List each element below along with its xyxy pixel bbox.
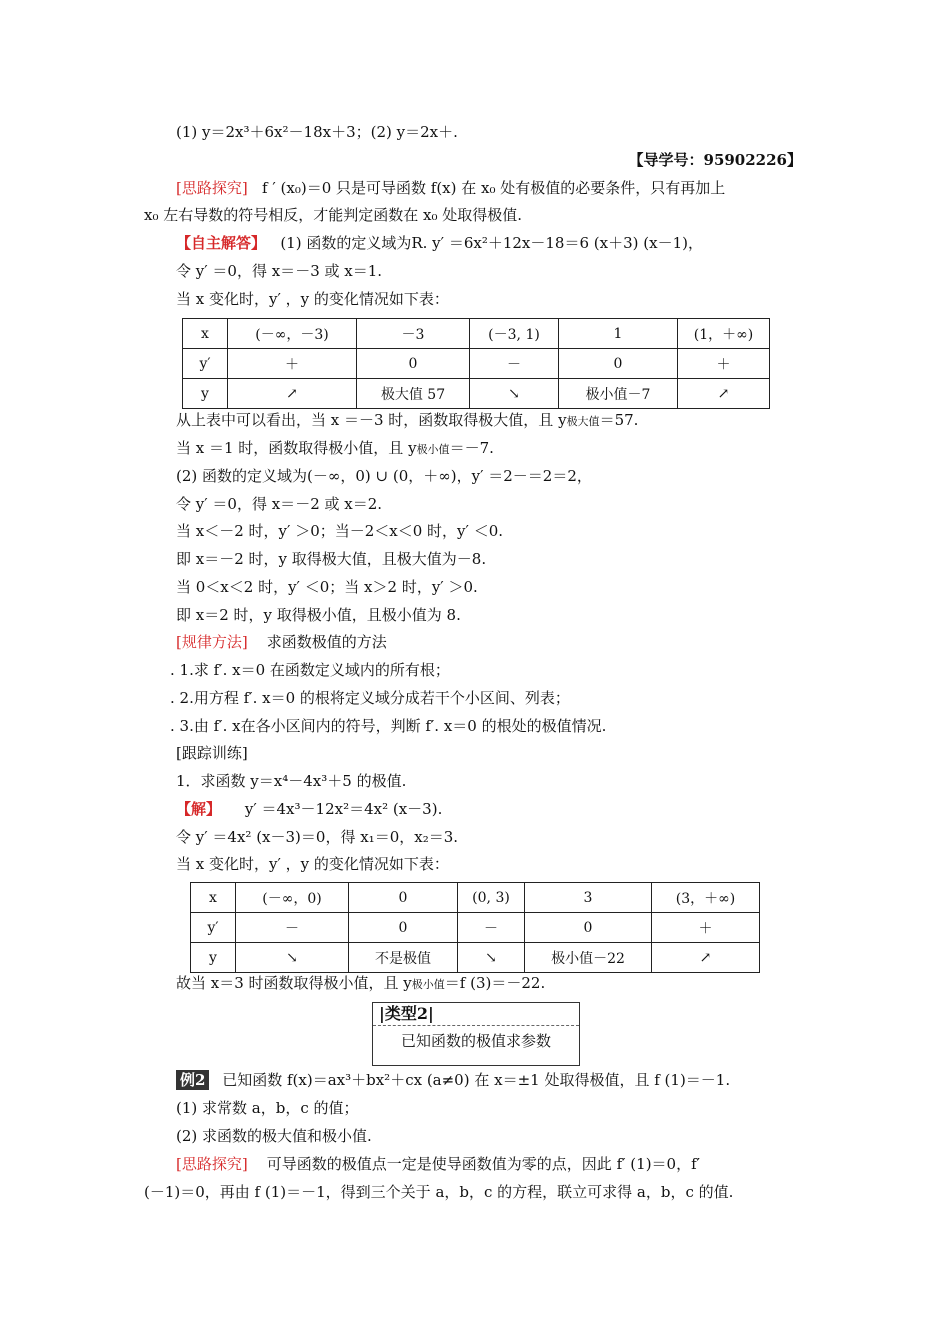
solution-text: 从上表中可以看出，当 x ＝－3 时，函数取得极大值，且 y xyxy=(176,411,567,429)
solution-line-5 xyxy=(176,438,494,460)
table-cell: 0 xyxy=(559,349,678,379)
think2-line-1 xyxy=(176,1154,700,1174)
table-cell: 极小值－22 xyxy=(525,943,652,973)
table-cell: y′ xyxy=(183,349,228,379)
table-cell: 极小值－7 xyxy=(559,379,678,409)
example-tag: 例2 xyxy=(176,1070,209,1090)
law-item-2: . 2.用方程 f′. x＝0 的根将定义域分成若干个小区间、列表； xyxy=(170,689,570,707)
think-line-1 xyxy=(176,178,725,198)
solution-text-end: ＝－7. xyxy=(449,439,494,457)
solution-text: 当 x ＝1 时，函数取得极小值，且 y xyxy=(176,439,417,457)
table-cell: (－∞，－3) xyxy=(228,319,357,349)
track-question: 1．求函数 y＝x⁴－4x³＋5 的极值. xyxy=(176,772,407,790)
track-solution-text: y′ ＝4x³－12x²＝4x² (x－3). xyxy=(244,800,443,818)
think2-tag: [思路探究] xyxy=(176,1155,248,1173)
solution-line-3: 当 x 变化时，y′ ，y 的变化情况如下表： xyxy=(176,290,449,308)
table-cell: ↗ xyxy=(228,379,357,409)
table-cell: ＋ xyxy=(228,349,357,379)
law-item-1: . 1.求 f′. x＝0 在函数定义域内的所有根； xyxy=(170,661,450,679)
table-cell: 1 xyxy=(559,319,678,349)
solution-text-end: ＝57. xyxy=(599,411,639,429)
table-cell: ↗ xyxy=(678,379,770,409)
table-cell: 0 xyxy=(357,349,470,379)
question-line: (1) y＝2x³＋6x²－18x＋3；(2) y＝2x＋. xyxy=(176,123,458,141)
law-title: 求函数极值的方法 xyxy=(266,633,387,651)
table-cell: y xyxy=(183,379,228,409)
subscript: 极大值 xyxy=(566,415,600,428)
solution-line-4 xyxy=(176,410,638,432)
table-cell: ↘ xyxy=(236,943,349,973)
table-cell: (－3, 1) xyxy=(470,319,559,349)
think-tag: [思路探究] xyxy=(176,179,248,197)
table-cell: 0 xyxy=(349,883,458,913)
table-cell: ＋ xyxy=(678,349,770,379)
table-cell: (0, 3) xyxy=(458,883,525,913)
think2-text: 可导函数的极值点一定是使导函数值为零的点，因此 f′ (1)＝0，f′ xyxy=(266,1155,701,1173)
table-row-y xyxy=(191,943,760,973)
table-cell: 0 xyxy=(349,913,458,943)
track-solution-3: 当 x 变化时，y′ ，y 的变化情况如下表： xyxy=(176,855,449,873)
solution-line-11: 即 x＝2 时，y 取得极小值，且极小值为 8. xyxy=(176,606,461,624)
table-cell: ↘ xyxy=(470,379,559,409)
solution-line-7: 令 y′ ＝0，得 x＝－2 或 x＝2. xyxy=(176,495,383,513)
solution-line-9: 即 x＝－2 时，y 取得极大值，且极大值为－8. xyxy=(176,550,487,568)
type-subtitle: 已知函数的极值求参数 xyxy=(400,1032,551,1050)
track-solution-text: 故当 x＝3 时函数取得极小值，且 y xyxy=(176,974,412,992)
solution-line-1 xyxy=(176,233,703,253)
table-cell: 0 xyxy=(525,913,652,943)
table-row-yprime xyxy=(191,913,760,943)
solution-tag: 【自主解答】 xyxy=(176,234,267,252)
track-solution-2: 令 y′ ＝4x² (x－3)＝0，得 x₁＝0，x₂＝3. xyxy=(176,828,459,846)
table-cell: ↗ xyxy=(652,943,760,973)
table-cell: ＋ xyxy=(652,913,760,943)
table-cell: x xyxy=(183,319,228,349)
table-cell: －3 xyxy=(357,319,470,349)
table-cell: 3 xyxy=(525,883,652,913)
think2-line-2: (－1)＝0，再由 f (1)＝－1，得到三个关于 a，b，c 的方程，联立可求得 a，b，c 的值. xyxy=(144,1183,734,1201)
solution-line-10: 当 0＜x＜2 时，y′ ＜0；当 x＞2 时，y′ ＞0. xyxy=(176,578,478,596)
guide-number: 【导学号：95902226】 xyxy=(628,151,802,169)
table-cell: － xyxy=(236,913,349,943)
table-cell: ↘ xyxy=(458,943,525,973)
example-text: 已知函数 f(x)＝ax³＋bx²＋cx (a≠0) 在 x＝±1 处取得极值，且 f (1)＝－1. xyxy=(222,1071,731,1089)
law-item-3: . 3.由 f′. x在各小区间内的符号，判断 f′. x＝0 的根处的极值情况. xyxy=(170,717,607,735)
table-cell: － xyxy=(458,913,525,943)
variation-table-1 xyxy=(182,318,770,409)
table-cell: 极大值 57 xyxy=(357,379,470,409)
think-line-2: x₀ 左右导数的符号相反，才能判定函数在 x₀ 处取得极值. xyxy=(144,206,523,224)
track-heading: [跟踪训练] xyxy=(176,744,248,762)
example-q2: (2) 求函数的极大值和极小值. xyxy=(176,1127,372,1145)
solution-text: (1) 函数的定义域为R. y′ ＝6x²＋12x－18＝6 (x＋3) (x－1)， xyxy=(280,234,703,252)
table-cell: (1，＋∞) xyxy=(678,319,770,349)
think-text: f ′ (x₀)＝0 只是可导函数 f(x) 在 x₀ 处有极值的必要条件，只有再加上 xyxy=(262,179,726,197)
solution-line-8: 当 x＜－2 时，y′ ＞0；当－2＜x＜0 时，y′ ＜0. xyxy=(176,522,504,540)
subscript: 极小值 xyxy=(416,443,450,456)
track-solution-text-end: ＝f (3)＝－22. xyxy=(444,974,546,992)
type-box xyxy=(372,1002,580,1066)
table-cell: y xyxy=(191,943,236,973)
table-cell: － xyxy=(470,349,559,379)
solution-line-2: 令 y′ ＝0，得 x＝－3 或 x＝1. xyxy=(176,262,383,280)
table-cell: 不是极值 xyxy=(349,943,458,973)
table-row-y xyxy=(183,379,770,409)
subscript: 极小值 xyxy=(411,978,445,991)
table-row-x xyxy=(183,319,770,349)
table-cell: (－∞，0) xyxy=(236,883,349,913)
law-heading xyxy=(176,632,387,652)
track-solution-4 xyxy=(176,973,545,995)
example-line xyxy=(176,1070,730,1090)
solution-line-6: (2) 函数的定义域为(－∞，0) ∪ (0，＋∞)，y′ ＝2－＝2＝2， xyxy=(176,467,592,485)
example-q1: (1) 求常数 a，b，c 的值； xyxy=(176,1099,359,1117)
type-title: |类型2| xyxy=(373,1003,579,1026)
table-row-yprime xyxy=(183,349,770,379)
variation-table-2 xyxy=(190,882,760,973)
track-solution-1 xyxy=(176,799,442,819)
table-cell: x xyxy=(191,883,236,913)
track-solution-tag: 【解】 xyxy=(176,800,222,818)
table-row-x xyxy=(191,883,760,913)
law-tag: [规律方法] xyxy=(176,633,248,651)
table-cell: y′ xyxy=(191,913,236,943)
table-cell: (3，＋∞) xyxy=(652,883,760,913)
